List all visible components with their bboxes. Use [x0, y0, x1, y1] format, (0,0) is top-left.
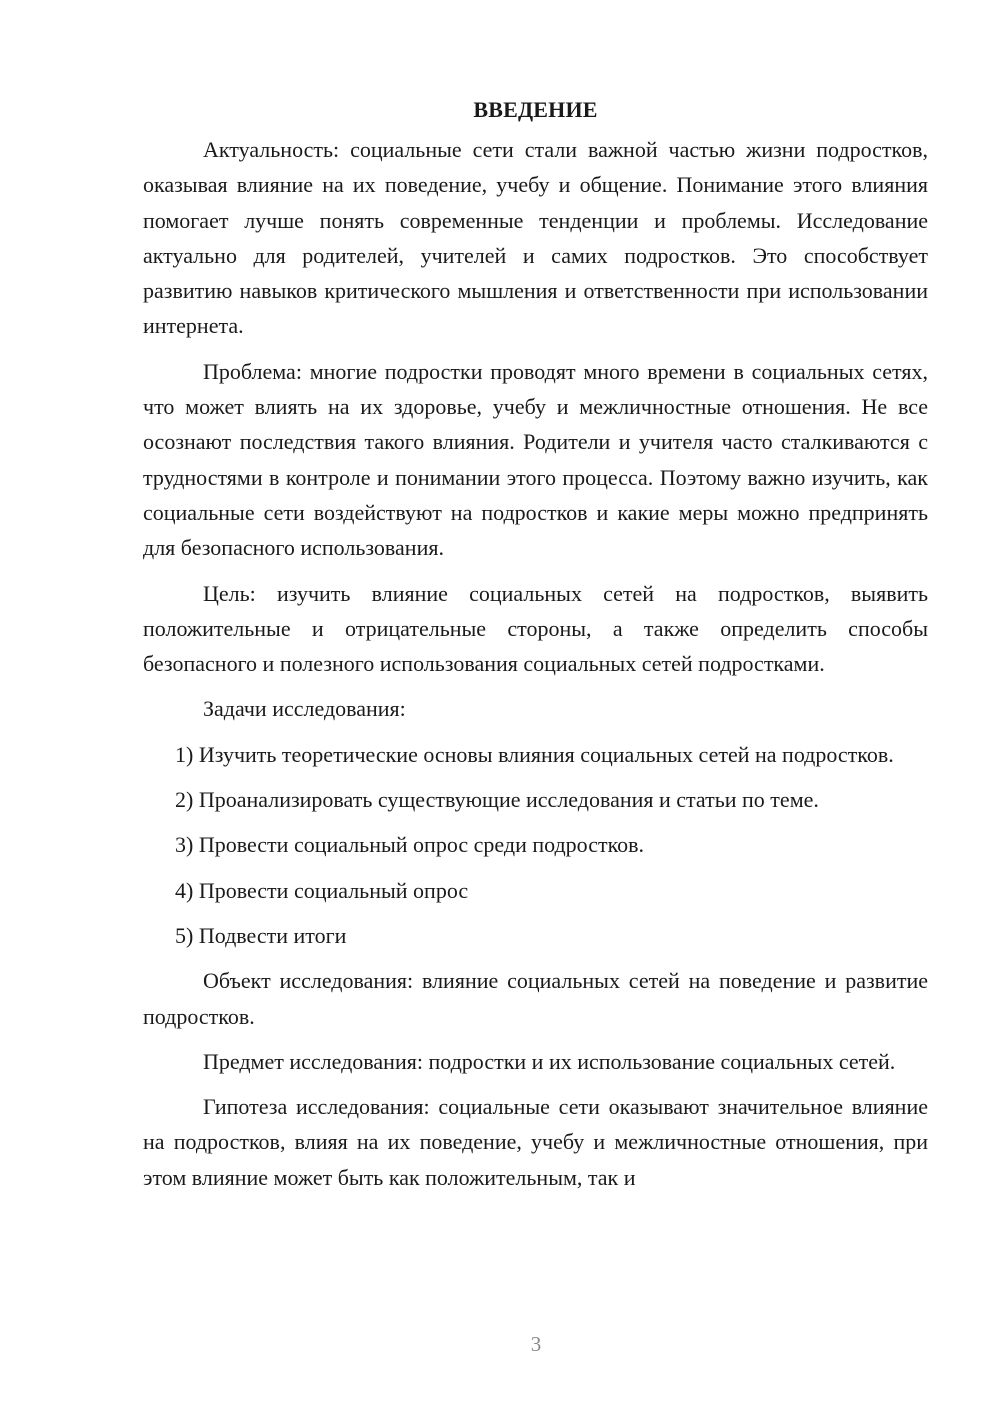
task-item-1: 1) Изучить теоретические основы влияния социальных сетей на подростков. [175, 741, 894, 767]
page-title: ВВЕДЕНИЕ [473, 97, 598, 122]
problem-paragraph: Проблема: многие подростки проводят много времени в социальных сетях, что может влиять на их здоровье, учебу и межличностные отношения. Не все осознают последствия такого влияния. Родители и учителя часто сталкиваются с трудностями в контроле и понимании этого процесса. Поэтому важно изучить, как социальные сети воздействуют на подростков и какие меры можно предпринять для безопасного использования. [143, 358, 928, 561]
object-paragraph: Объект исследования: влияние социальных сетей на поведение и развитие подростков. [143, 968, 928, 1029]
subject-paragraph: Предмет исследования: подростки и их использование социальных сетей. [203, 1048, 896, 1074]
task-item-3: 3) Провести социальный опрос среди подростков. [175, 832, 645, 858]
task-item-2: 2) Проанализировать существующие исследования и статьи по теме. [175, 787, 819, 813]
page-number: 3 [530, 1332, 542, 1356]
task-item-4: 4) Провести социальный опрос [175, 877, 469, 903]
task-item-5: 5) Подвести итоги [175, 922, 347, 948]
relevance-paragraph: Актуальность: социальные сети стали важной частью жизни подростков, оказывая влияние на их поведение, учебу и общение. Понимание этого влияния помогает лучше понять современные тенденции и проблемы. Исследование актуально для родителей, учителей и самих подростков. Это способствует развитию навыков критического мышления и ответственности при использовании интернета. [143, 137, 928, 339]
hypothesis-paragraph: Гипотеза исследования: социальные сети оказывают значительное влияние на подростков, влияя на их поведение, учебу и межличностные отношения, при этом влияние может быть как положительным, так и [143, 1094, 928, 1190]
tasks-title: Задачи исследования: [203, 696, 406, 722]
document-page [143, 92, 928, 1195]
goal-paragraph: Цель: изучить влияние социальных сетей на подростков, выявить положительные и отрицательные стороны, а также определить способы безопасного и полезного использования социальных сетей подростками. [143, 580, 928, 677]
